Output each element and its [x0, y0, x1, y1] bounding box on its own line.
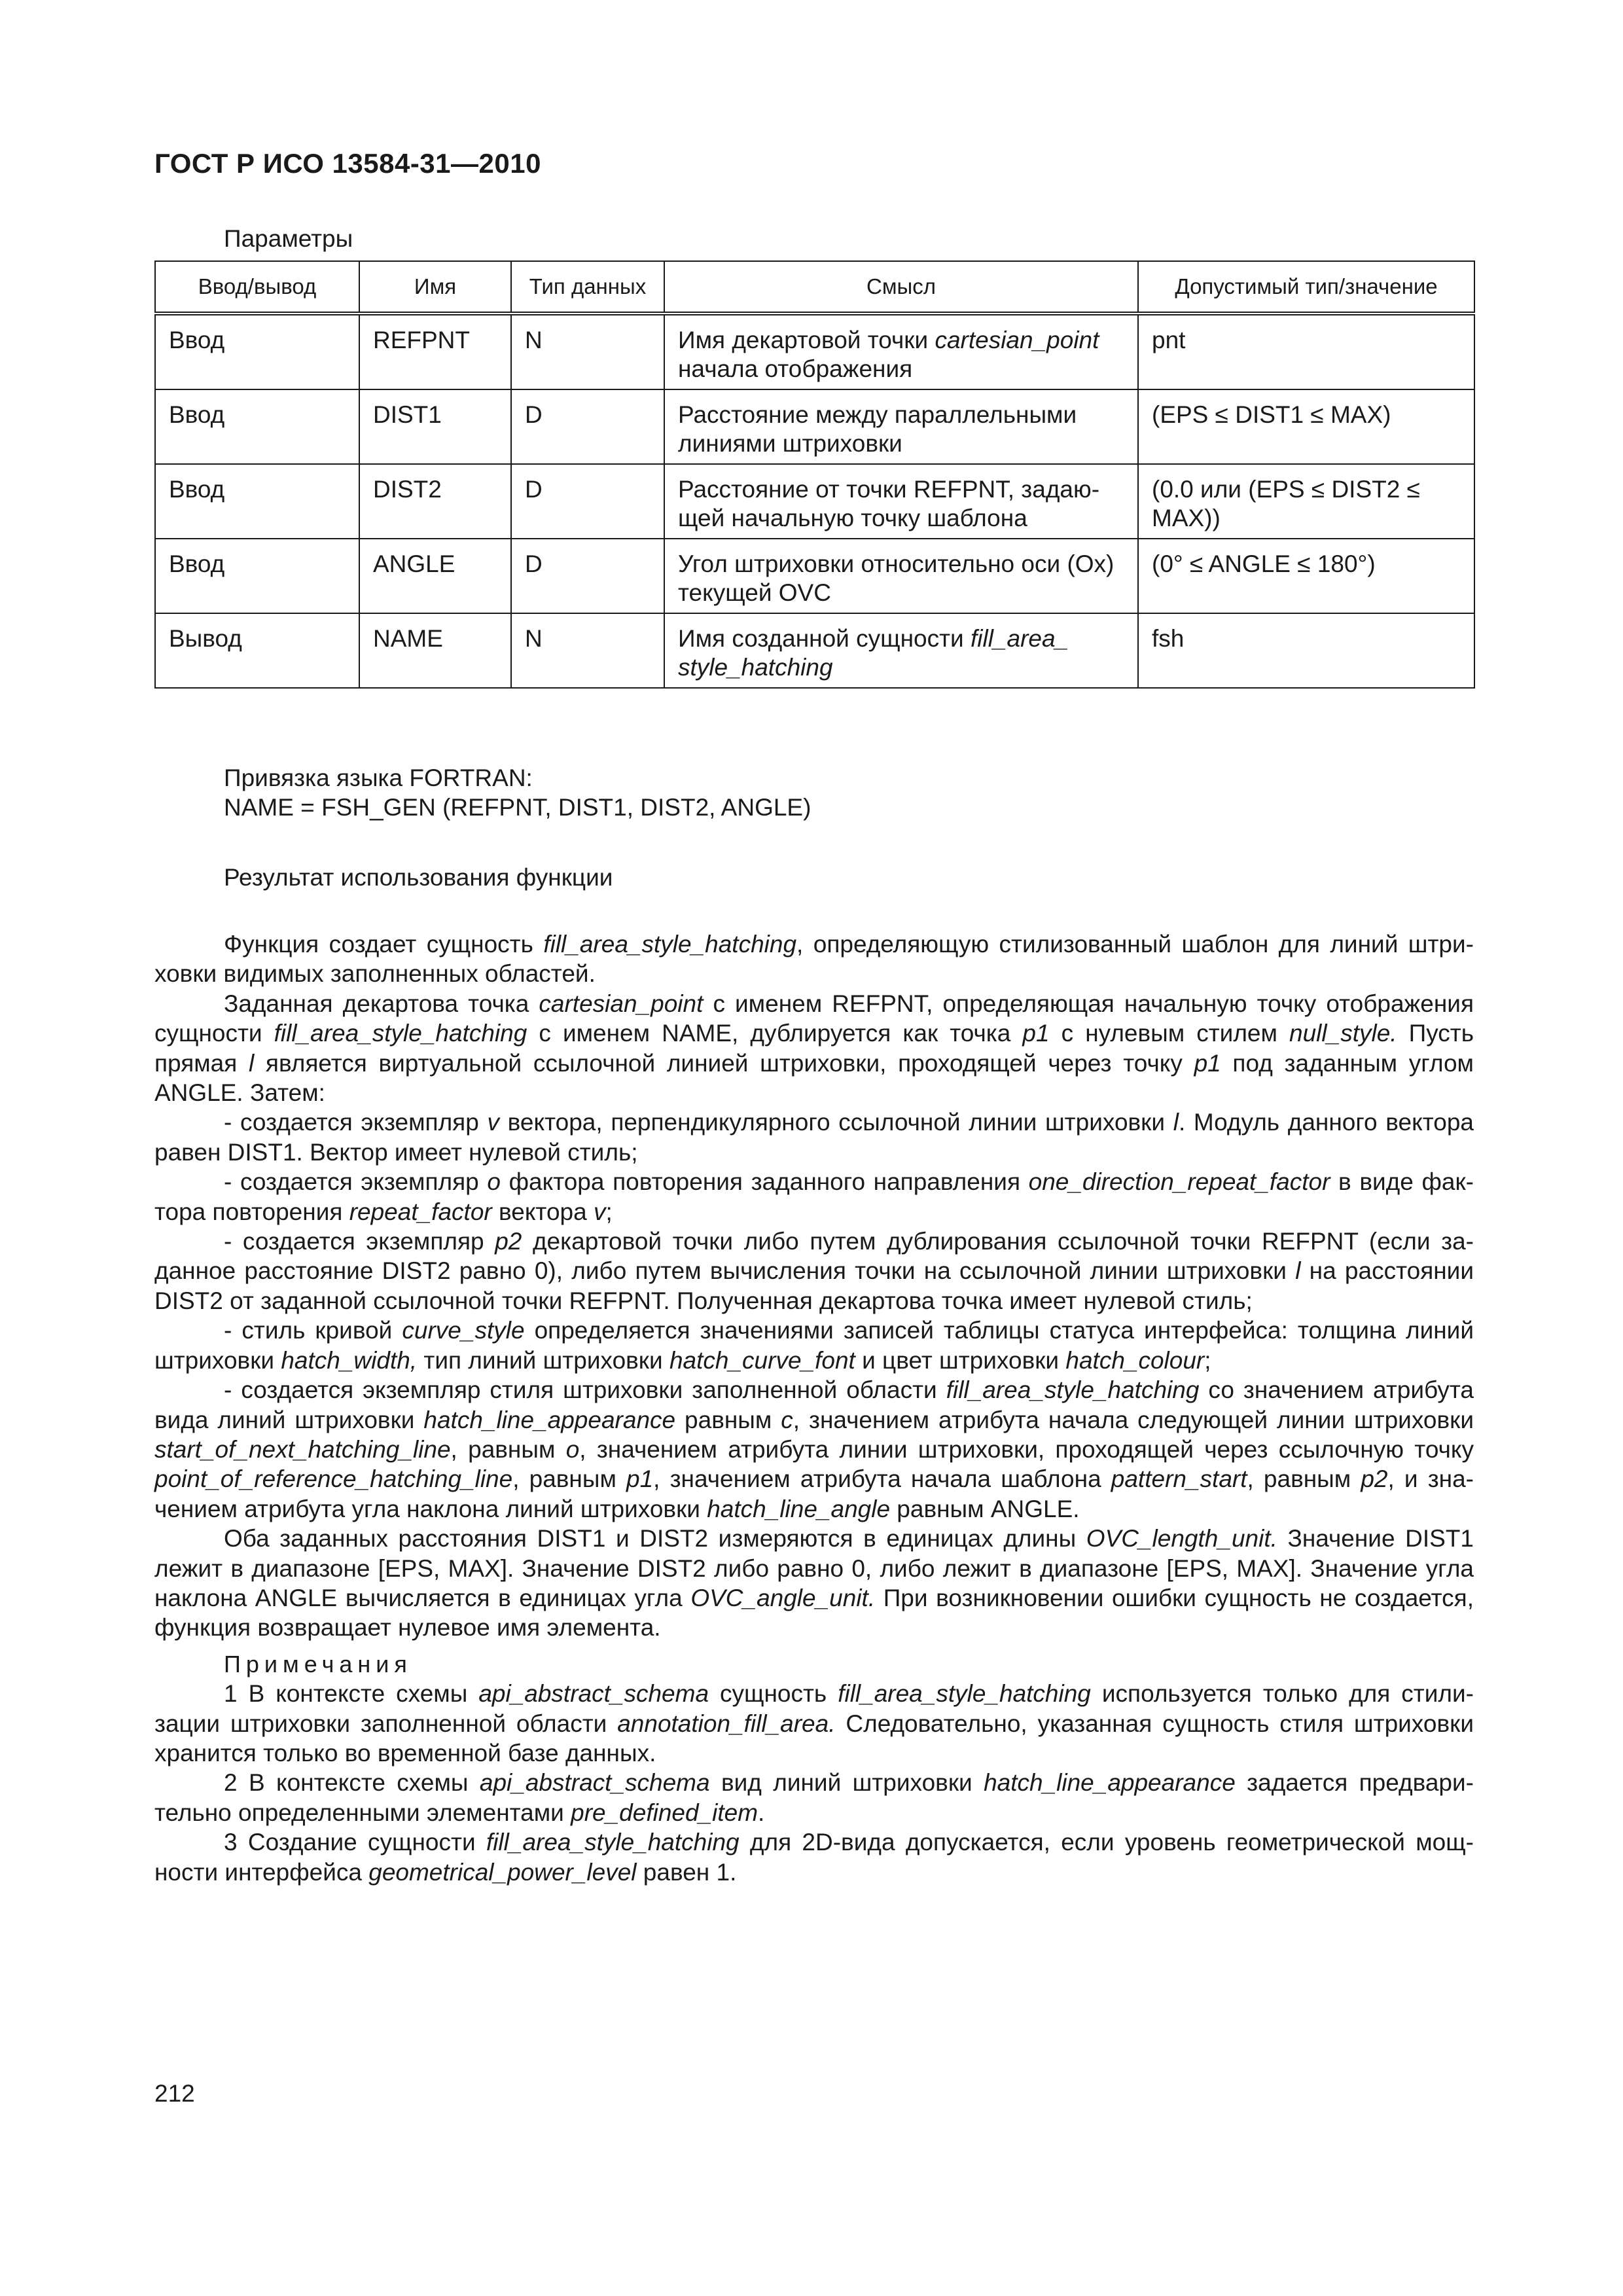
- cell-value: (0° ≤ ANGLE ≤ 180°): [1138, 539, 1474, 613]
- cell-io: Ввод: [155, 389, 359, 464]
- cell-name: REFPNT: [359, 314, 511, 389]
- note-item: 1 В контексте схемы api_abstract_schema сущность fill_area_style_hatching используется только для стили-зации штриховки заполненной области annotation_fill_area. Следовательно, указанная сущность стиля штриховки хранится только во временной базе данных.: [154, 1680, 1474, 1767]
- column-header-meaning: Смысл: [664, 261, 1138, 314]
- fortran-binding-call: NAME = FSH_GEN (REFPNT, DIST1, DIST2, ANGLE): [224, 794, 812, 821]
- table-row: [155, 613, 1474, 688]
- cell-value: (EPS ≤ DIST1 ≤ MAX): [1138, 389, 1474, 464]
- list-item: - создается экземпляр v вектора, перпендикулярного ссылочной линии штриховки l. Модуль данного вектора равен DIST1. Вектор имеет нулевой стиль;: [154, 1109, 1474, 1166]
- column-header-name: Имя: [359, 261, 511, 314]
- cell-value: pnt: [1138, 314, 1474, 389]
- list-item: - создается экземпляр p2 декартовой точки либо путем дублирования ссылочной точки REFPNT (если за-данное расстояние DIST2 равно 0), либо путем вычисления точки на ссылочной линии штриховки l на расстоянии DIST2 от заданной ссылочной точки REFPNT. Полученная декартова точка имеет нулевой стиль;: [154, 1228, 1474, 1314]
- cell-name: DIST2: [359, 464, 511, 539]
- document-header: ГОСТ Р ИСО 13584-31—2010: [154, 148, 541, 179]
- cell-io: Вывод: [155, 613, 359, 688]
- page-number: 212: [154, 2080, 195, 2107]
- paragraph: Оба заданных расстояния DIST1 и DIST2 измеряются в единицах длины OVC_length_unit. Значение DIST1 лежит в диапазоне [EPS, MAX]. Значение DIST2 либо равно 0, либо лежит в диапазоне [EPS, MAX]. Значение угла наклона ANGLE вычисляется в единицах угла OVC_angle_unit. При возникновении ошибки сущность не создается, функция возвращает нулевое имя элемента.: [154, 1525, 1474, 1641]
- cell-name: ANGLE: [359, 539, 511, 613]
- cell-meaning: Расстояние между параллельными линиями штриховки: [664, 389, 1138, 464]
- paragraph: Заданная декартова точка cartesian_point с именем REFPNT, определяющая начальную точку отображения сущности fill_area_style_hatching с именем NAME, дублируется как точка p1 с нулевым стилем null_style. Пусть прямая l является виртуальной ссылочной линией штриховки, проходящей через точку p1 под заданным углом ANGLE. Затем:: [154, 990, 1474, 1107]
- cell-io: Ввод: [155, 314, 359, 389]
- cell-name: DIST1: [359, 389, 511, 464]
- cell-io: Ввод: [155, 539, 359, 613]
- table-row: [155, 464, 1474, 539]
- table-header-row: [155, 261, 1474, 314]
- cell-type: N: [511, 613, 664, 688]
- table-row: [155, 314, 1474, 389]
- cell-type: D: [511, 464, 664, 539]
- notes-heading: Примечания: [224, 1650, 412, 1677]
- cell-value: fsh: [1138, 613, 1474, 688]
- cell-meaning: Расстояние от точки REFPNT, задаю-щей начальную точку шаблона: [664, 464, 1138, 539]
- function-description: [154, 929, 1474, 1887]
- column-header-value: Допустимый тип/значение: [1138, 261, 1474, 314]
- cell-value: (0.0 или (EPS ≤ DIST2 ≤ MAX)): [1138, 464, 1474, 539]
- column-header-type: Тип данных: [511, 261, 664, 314]
- cell-meaning: Имя созданной сущности fill_area_ style_hatching: [664, 613, 1138, 688]
- column-header-io: Ввод/вывод: [155, 261, 359, 314]
- cell-meaning: Имя декартовой точки cartesian_point начала отображения: [664, 314, 1138, 389]
- fortran-binding: [224, 763, 811, 822]
- note-item: 2 В контексте схемы api_abstract_schema вид линий штриховки hatch_line_appearance задается предвари-тельно определенными элементами pre_defined_item.: [154, 1769, 1474, 1826]
- cell-type: N: [511, 314, 664, 389]
- list-item: - создается экземпляр стиля штриховки заполненной области fill_area_style_hatching со значением атрибута вида линий штриховки hatch_line_appearance равным c, значением атрибута начала следующей линии штриховки start_of_next_hatching_line, равным o, значением атрибута линии штриховки, проходящей через ссылочную точку point_of_reference_hatching_line, равным p1, значением атрибута начала шаблона pattern_start, равным p2, и зна-чением атрибута угла наклона линий штриховки hatch_line_angle равным ANGLE.: [154, 1376, 1474, 1522]
- cell-io: Ввод: [155, 464, 359, 539]
- table-row: [155, 539, 1474, 613]
- list-item: - стиль кривой curve_style определяется значениями записей таблицы статуса интерфейса: толщина линий штриховки hatch_width, тип линий штриховки hatch_curve_font и цвет штриховки hatch_colour;: [154, 1317, 1474, 1374]
- note-item: 3 Создание сущности fill_area_style_hatching для 2D-вида допускается, если уровень геометрической мощ-ности интерфейса geometrical_power_level равен 1.: [154, 1829, 1474, 1886]
- table-row: [155, 389, 1474, 464]
- parameters-table: [154, 260, 1475, 689]
- parameters-caption: Параметры: [224, 225, 353, 252]
- list-item: - создается экземпляр o фактора повторения заданного направления one_direction_repeat_factor в виде фак-тора повторения repeat_factor вектора v;: [154, 1168, 1474, 1225]
- result-caption: Результат использования функции: [224, 864, 613, 891]
- paragraph: Функция создает сущность fill_area_style_hatching, определяющую стилизованный шаблон для линий штри-ховки видимых заполненных областей.: [154, 931, 1474, 988]
- cell-type: D: [511, 539, 664, 613]
- cell-meaning: Угол штриховки относительно оси (Ox) текущей OVC: [664, 539, 1138, 613]
- cell-name: NAME: [359, 613, 511, 688]
- fortran-binding-label: Привязка языка FORTRAN:: [224, 764, 533, 791]
- cell-type: D: [511, 389, 664, 464]
